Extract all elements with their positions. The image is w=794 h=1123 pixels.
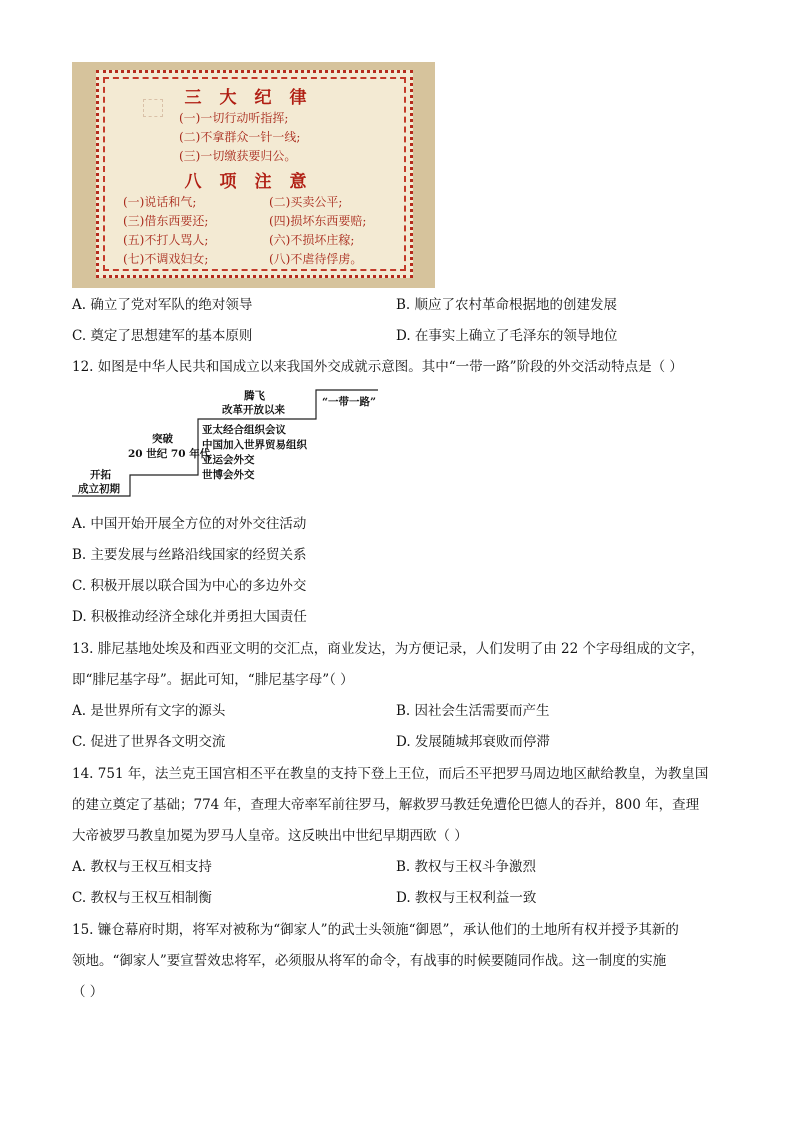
- poster-rule-1: (一)一切行动听指挥;: [179, 111, 289, 125]
- poster-note-2: (二)买卖公平;: [269, 195, 343, 209]
- poster-rule-2: (二)不拿群众一针一线;: [179, 130, 301, 144]
- step3-label: 腾飞: [244, 390, 265, 402]
- poster-note-8: (八)不虐待俘虏。: [269, 252, 363, 266]
- q11-option-a: A. 确立了党对军队的绝对领导: [72, 297, 253, 313]
- poster-note-4: (四)损坏东西要赔;: [269, 214, 367, 228]
- poster-note-6: (六)不损坏庄稼;: [269, 233, 355, 247]
- q14-stem-line3: 大帝被罗马教皇加冕为罗马人皇帝。这反映出中世纪早期西欧（ ）: [72, 828, 468, 844]
- poster-frame: [96, 70, 413, 278]
- diagram-item-1: 亚太经合组织会议: [202, 424, 286, 436]
- poster-rule-3: (三)一切缴获要归公。: [179, 149, 297, 163]
- q14-stem-line1: 14. 751 年，法兰克王国宫相丕平在教皇的支持下登上王位，而后丕平把罗马周边地区献给教皇，为教皇国: [72, 766, 709, 782]
- q12-option-d: D. 积极推动经济全球化并勇担大国责任: [72, 609, 307, 625]
- q15-stem-line2: 领地。“御家人”要宣誓效忠将军，必须服从将军的命令，有战事的时候要随同作战。这一制度的实施: [72, 953, 667, 969]
- poster-note-7: (七)不调戏妇女;: [123, 252, 209, 266]
- q13-option-c: C. 促进了世界各文明交流: [72, 734, 226, 750]
- q11-option-b: B. 顺应了农村革命根据地的创建发展: [396, 297, 618, 313]
- poster-title-eight-points: 八项注意: [184, 172, 325, 192]
- q11-option-c: C. 奠定了思想建军的基本原则: [72, 328, 253, 344]
- q12-option-b: B. 主要发展与丝路沿线国家的经贸关系: [72, 547, 307, 563]
- q12-option-c: C. 积极开展以联合国为中心的多边外交: [72, 578, 307, 594]
- poster-note-1: (一)说话和气;: [123, 195, 197, 209]
- poster-title-three-rules: 三大纪律: [184, 88, 325, 108]
- q14-option-b: B. 教权与王权斗争激烈: [396, 859, 537, 875]
- q13-option-a: A. 是世界所有文字的源头: [72, 703, 226, 719]
- step4-label: “一带一路”: [322, 396, 377, 408]
- step1-label: 开拓: [90, 469, 111, 481]
- q15-stem-line1: 15. 镰仓幕府时期，将军对被称为“御家人”的武士头领施“御恩”，承认他们的土地所有权并授予其新的: [72, 922, 679, 938]
- q13-option-d: D. 发展随城邦衰败而停滞: [396, 734, 550, 750]
- poster-note-5: (五)不打人骂人;: [123, 233, 209, 247]
- q14-option-c: C. 教权与王权互相制衡: [72, 890, 212, 906]
- q12-stem: 12. 如图是中华人民共和国成立以来我国外交成就示意图。其中“一带一路”阶段的外交活动特点是（ ）: [72, 359, 683, 375]
- poster-note-3: (三)借东西要还;: [123, 214, 209, 228]
- diagram-item-3: 亚运会外交: [202, 454, 255, 466]
- step2-label: 突破: [152, 433, 173, 445]
- q14-stem-line2: 的建立奠定了基础；774 年，查理大帝率军前往罗马，解救罗马教廷免遭伦巴德人的吞并，800 年，查理: [72, 797, 700, 813]
- q14-option-a: A. 教权与王权互相支持: [72, 859, 212, 875]
- q14-option-d: D. 教权与王权利益一致: [396, 890, 537, 906]
- diagram-item-4: 世博会外交: [202, 469, 255, 481]
- q15-stem-line3: （ ）: [72, 984, 104, 1000]
- diplomacy-staircase-diagram: [72, 385, 382, 500]
- step2-period: 20 世纪 70 年代: [128, 448, 211, 460]
- q13-option-b: B. 因社会生活需要而产生: [396, 703, 550, 719]
- diagram-item-2: 中国加入世界贸易组织: [202, 439, 307, 451]
- q11-option-d: D. 在事实上确立了毛泽东的领导地位: [396, 328, 618, 344]
- q13-stem-line1: 13. 腓尼基地处埃及和西亚文明的交汇点，商业发达，为方便记录，人们发明了由 22 个字母组成的文字，: [72, 641, 705, 657]
- step1-period: 成立初期: [78, 483, 120, 495]
- q12-option-a: A. 中国开始开展全方位的对外交往活动: [72, 516, 307, 532]
- step3-period: 改革开放以来: [222, 404, 285, 416]
- q13-stem-line2: 即“腓尼基字母”。据此可知，“腓尼基字母”（ ）: [72, 672, 354, 688]
- discipline-poster-image: [72, 62, 435, 288]
